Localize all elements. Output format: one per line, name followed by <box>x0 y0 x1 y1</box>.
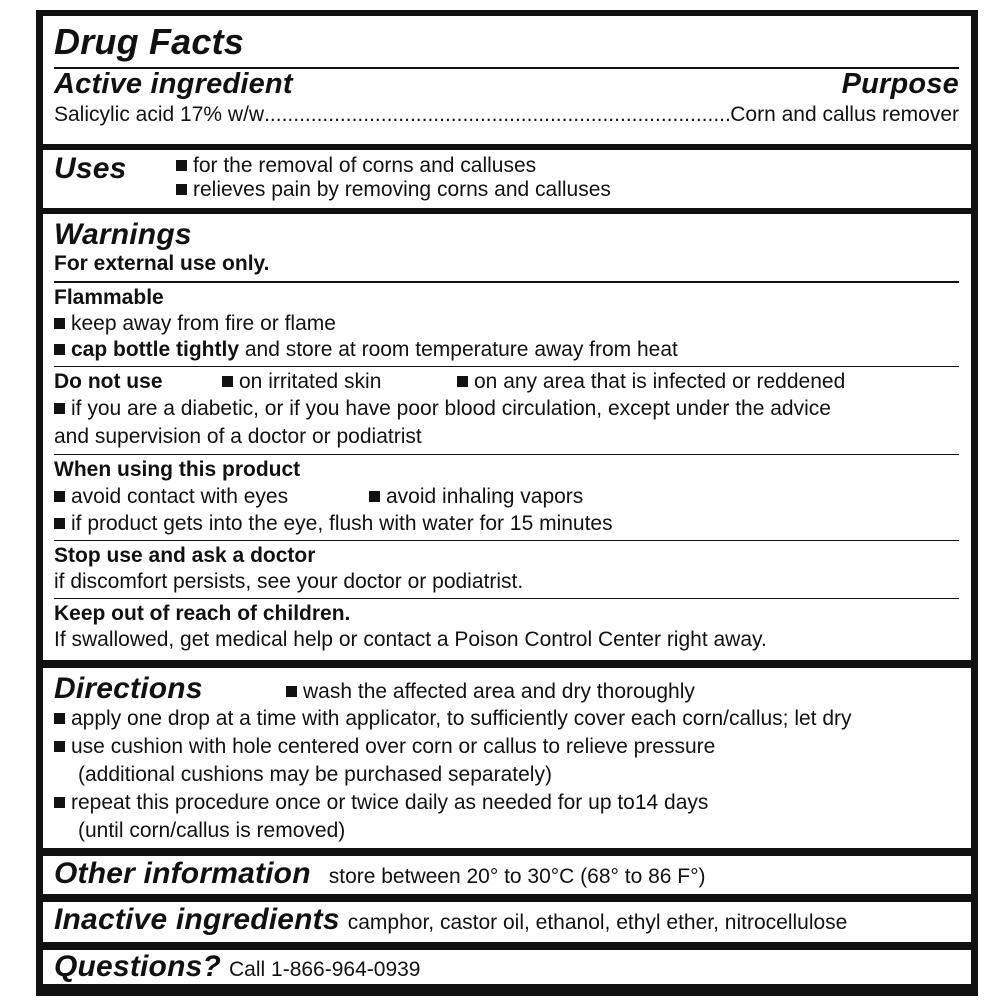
active-ingredient-name: Salicylic acid 17% w/w <box>54 103 265 126</box>
when-using-heading: When using this product <box>54 458 301 481</box>
active-ingredient-box <box>43 16 971 144</box>
do-not-use-item-continued: and supervision of a doctor or podiatrist <box>54 425 422 448</box>
active-ingredient-purpose: Corn and callus remover <box>730 103 959 126</box>
other-information-box <box>43 856 971 894</box>
keep-out-section <box>54 599 959 656</box>
bullet-icon <box>54 403 65 414</box>
inactive-ingredients-box <box>43 902 971 942</box>
keep-out-heading: Keep out of reach of children. <box>54 602 351 625</box>
when-using-item: avoid contact with eyes <box>71 485 289 508</box>
directions-item: apply one drop at a time with applicator, to sufficiently cover each corn/callus; let dry <box>54 705 959 733</box>
directions-item-continued: (additional cushions may be purchased separately) <box>78 763 552 786</box>
directions-box <box>43 668 971 848</box>
bullet-icon <box>369 491 380 502</box>
uses-item: relieves pain by removing corns and calluses <box>176 178 611 202</box>
warnings-heading: Warnings <box>54 218 192 251</box>
directions-heading: Directions <box>54 672 203 705</box>
do-not-use-section <box>54 367 959 454</box>
other-information-text: store between 20° to 30°C (68° to 86 F°) <box>328 865 706 888</box>
when-using-item: avoid inhaling vapors <box>386 485 584 508</box>
drug-facts-label <box>36 10 978 996</box>
when-using-item: if product gets into the eye, flush with water for 15 minutes <box>54 510 959 537</box>
directions-item: repeat this procedure once or twice daily as needed for up to14 days <box>54 789 959 817</box>
do-not-use-item: on any area that is infected or reddened <box>474 370 846 393</box>
active-ingredient-heading: Active ingredient <box>54 68 293 100</box>
uses-item: for the removal of corns and calluses <box>176 154 611 178</box>
questions-box <box>43 950 971 984</box>
uses-heading: Uses <box>54 152 127 185</box>
bullet-icon <box>54 344 65 355</box>
do-not-use-item: on irritated skin <box>239 370 382 393</box>
bullet-icon <box>54 491 65 502</box>
stop-use-heading: Stop use and ask a doctor <box>54 544 316 567</box>
active-ingredient-row <box>54 99 959 128</box>
flammable-item: keep away from fire or flame <box>54 311 959 337</box>
do-not-use-item: if you are a diabetic, or if you have poor blood circulation, except under the advice <box>54 395 959 423</box>
directions-item: wash the affected area and dry thoroughly <box>286 678 695 705</box>
flammable-section <box>54 283 959 366</box>
questions-phone: Call 1-866-964-0939 <box>229 958 421 981</box>
bullet-icon <box>54 518 65 529</box>
active-heading-row <box>54 69 959 99</box>
keep-out-text: If swallowed, get medical help or contact a Poison Control Center right away. <box>54 628 767 651</box>
directions-item: use cushion with hole centered over corn or callus to relieve pressure <box>54 733 959 761</box>
purpose-heading: Purpose <box>841 68 959 100</box>
warnings-box <box>43 214 971 660</box>
flammable-heading: Flammable <box>54 286 164 309</box>
bullet-icon <box>286 686 297 697</box>
bullet-icon <box>176 160 187 171</box>
stop-use-section <box>54 541 959 598</box>
leader-dots <box>264 101 730 128</box>
inactive-ingredients-heading: Inactive ingredients <box>54 903 340 936</box>
questions-heading: Questions? <box>54 950 222 983</box>
bullet-icon <box>54 713 65 724</box>
uses-box <box>43 150 971 208</box>
do-not-use-line <box>54 369 959 395</box>
external-use-text: For external use only. <box>54 252 270 275</box>
bullet-icon <box>54 741 65 752</box>
other-information-heading: Other information <box>54 857 311 890</box>
drug-facts-title: Drug Facts <box>54 21 245 62</box>
when-using-section <box>54 455 959 540</box>
bullet-icon <box>457 376 468 387</box>
bullet-icon <box>54 318 65 329</box>
inactive-ingredients-text: camphor, castor oil, ethanol, ethyl ether, nitrocellulose <box>347 911 848 934</box>
bullet-icon <box>176 184 187 195</box>
when-using-line <box>54 483 959 510</box>
stop-use-text: if discomfort persists, see your doctor or podiatrist. <box>54 570 524 593</box>
bullet-icon <box>54 797 65 808</box>
directions-item-continued: (until corn/callus is removed) <box>78 819 346 842</box>
bullet-icon <box>222 376 233 387</box>
do-not-use-heading: Do not use <box>54 370 163 393</box>
flammable-item: cap bottle tightly and store at room temperature away from heat <box>54 337 959 363</box>
